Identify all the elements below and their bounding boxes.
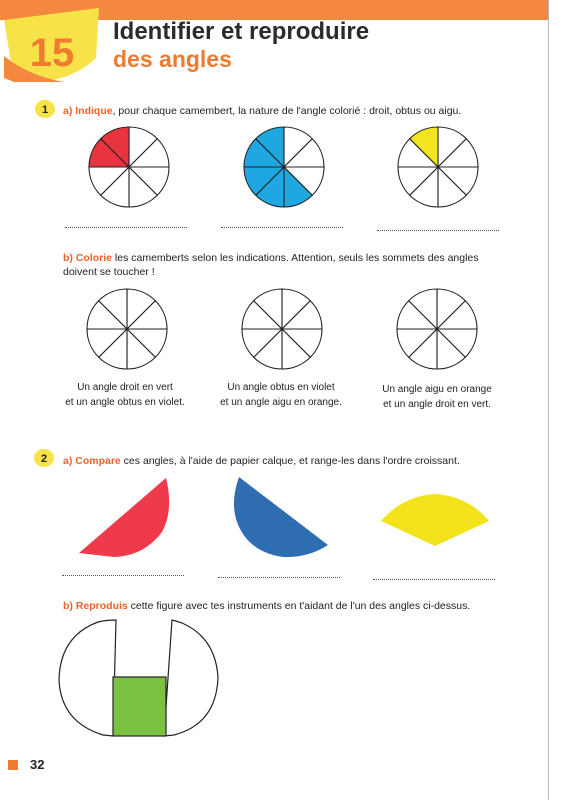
- lesson-number-badge: [4, 8, 104, 88]
- pie-chart-b1[interactable]: [82, 284, 172, 374]
- exercise-2a-text: ces angles, à l'aide de papier calque, et range-les dans l'ordre croissant.: [120, 455, 460, 467]
- yellow-angle-sector: [378, 488, 492, 550]
- pie-chart-a3: [393, 122, 483, 212]
- page-subtitle: des angles: [113, 46, 232, 72]
- exercise-1b-text-1: les camemberts selon les indications. Attention, seuls les sommets des angles: [112, 252, 479, 264]
- exercise-1b-keyword: b) Colorie: [63, 252, 112, 264]
- pie-chart-a2: [239, 122, 329, 212]
- exercise-2-number: 2: [40, 453, 48, 465]
- page-number: 32: [30, 757, 45, 772]
- exercise-1-badge: [34, 99, 56, 119]
- exercise-1a-text: , pour chaque camembert, la nature de l'angle colorié : droit, obtus ou aigu.: [112, 105, 462, 117]
- caption-b1: [50, 380, 200, 410]
- exercise-2-badge: [33, 448, 55, 468]
- pie-chart-b3[interactable]: [392, 284, 482, 374]
- exercise-2b-instruction: [63, 599, 533, 613]
- blue-angle-sector: [228, 472, 330, 562]
- exercise-2b-keyword: b) Reproduis: [63, 600, 128, 612]
- caption-b1-line1: Un angle droit en vert: [77, 382, 173, 393]
- exercise-1a-keyword: a) Indique: [63, 105, 113, 117]
- caption-b2-line1: Un angle obtus en violet: [227, 382, 335, 393]
- page-number-marker: [8, 760, 18, 770]
- caption-b2-line2: et un angle aigu en orange.: [220, 397, 342, 408]
- exercise-1b-instruction: [63, 251, 533, 279]
- answer-line-a3[interactable]: [377, 229, 499, 231]
- exercise-2a-instruction: [63, 454, 533, 468]
- answer-line-2a-1[interactable]: [62, 574, 184, 576]
- answer-line-a2[interactable]: [221, 226, 343, 228]
- pie-chart-b2[interactable]: [237, 284, 327, 374]
- caption-b3-line1: Un angle aigu en orange: [382, 384, 492, 395]
- page-title: Identifier et reproduire: [113, 18, 370, 45]
- caption-b1-line2: et un angle obtus en violet.: [65, 397, 185, 408]
- answer-line-2a-3[interactable]: [373, 578, 495, 580]
- exercise-2a-keyword: a) Compare: [63, 455, 121, 467]
- caption-b3: [362, 382, 512, 412]
- page-edge: [548, 0, 549, 800]
- lesson-number: 15: [29, 31, 75, 75]
- answer-line-2a-2[interactable]: [218, 576, 340, 578]
- pie-chart-a1: [84, 122, 174, 212]
- caption-b3-line2: et un angle droit en vert.: [383, 399, 491, 410]
- exercise-1-number: 1: [41, 104, 49, 116]
- answer-line-a1[interactable]: [65, 226, 187, 228]
- red-angle-sector: [74, 470, 174, 560]
- composite-figure: [56, 618, 222, 740]
- exercise-1a-instruction: [63, 104, 533, 118]
- exercise-2b-text: cette figure avec tes instruments en t'aidant de l'un des angles ci-dessus.: [127, 600, 471, 612]
- exercise-1b-text-2: doivent se toucher !: [63, 266, 155, 278]
- caption-b2: [206, 380, 356, 410]
